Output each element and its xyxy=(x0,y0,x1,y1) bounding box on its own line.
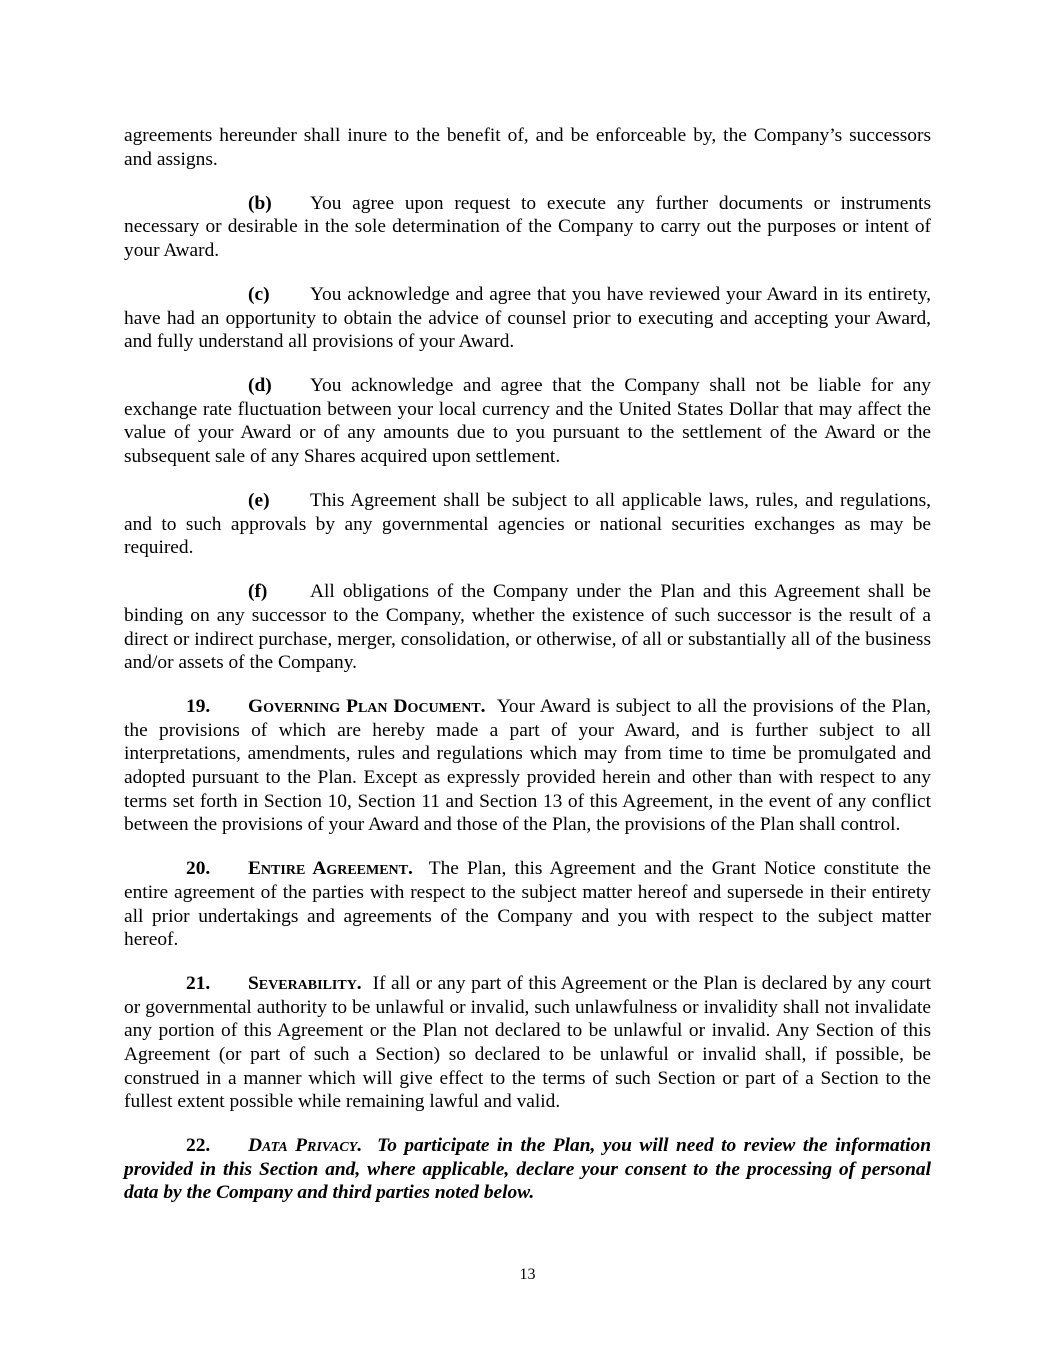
section-21-number: 21. xyxy=(186,973,211,995)
paragraph-d-text: You acknowledge and agree that the Company shall not be liable for any exchange rate fluctuation between your local currency and the United States Dollar that may affect the value of your Award or of any amounts due to you pursuant to the settlement of the Award or the subsequent sale of any Shares acquired upon settlement. xyxy=(124,375,931,468)
paragraph-c-text: You acknowledge and agree that you have reviewed your Award in its entirety, have had an opportunity to obtain the advice of counsel prior to executing and accepting your Award, and fully understand all provisions of your Award. xyxy=(124,283,931,353)
paragraph-intro xyxy=(124,124,931,171)
paragraph-e-text: This Agreement shall be subject to all applicable laws, rules, and regulations, and to such approvals by any governmental agencies or national securities exchanges as may be required. xyxy=(124,490,931,559)
paragraph-f-label: (f) xyxy=(248,581,268,603)
paragraph-b-label: (b) xyxy=(248,192,272,214)
section-19-text: Your Award is subject to all the provisions of the Plan, the provisions of which are hereby made a part of your Award, and is further subject to all interpretations, amendments, rules and regulations which may from time to time be promulgated and adopted pursuant to the Plan. Except as expressly provided herein and other than with respect to any terms set forth in Section 10, Section 11 and Section 13 of this Agreement, in the event of any conflict between the provisions of your Award and those of the Plan, the provisions of the Plan shall control. xyxy=(124,696,931,836)
document-page xyxy=(124,124,931,1226)
paragraph-b-text: You agree upon request to execute any further documents or instruments necessary or desirable in the sole determination of the Company to carry out the purposes or intent of your Award. xyxy=(124,192,931,261)
paragraph-d-label: (d) xyxy=(248,375,272,397)
paragraph-e-label: (e) xyxy=(248,490,270,512)
section-21 xyxy=(124,972,931,1114)
page-number: 13 xyxy=(519,1266,536,1283)
section-21-text: If all or any part of this Agreement or the Plan is declared by any court or governmental authority to be unlawful or invalid, such unlawfulness or invalidity shall not invalidate any portion of this Agreement or the Plan not declared to be unlawful or invalid. Any Section of this Agreement (or part of such a Section) so declared to be unlawful or invalid shall, if possible, be construed in a manner which will give effect to the terms of such Section or part of a Section to the fullest extent possible while remaining lawful and valid. xyxy=(124,973,931,1113)
section-22-heading: Data Privacy. xyxy=(248,1135,363,1157)
paragraph-e xyxy=(124,489,931,560)
section-19 xyxy=(124,695,931,837)
paragraph-f-text: All obligations of the Company under the Plan and this Agreement shall be binding on any successor to the Company, whether the existence of such successor is the result of a direct or indirect purchase, merger, consolidation, or otherwise, of all or substantially all of the business and/or assets of the Company. xyxy=(124,581,931,674)
section-21-heading: Severability. xyxy=(248,973,362,995)
section-22 xyxy=(124,1134,931,1205)
section-20-text: The Plan, this Agreement and the Grant Notice constitute the entire agreement of the parties with respect to the subject matter hereof and supersede in their entirety all prior undertakings and agreements of the Company and you with respect to the subject matter hereof. xyxy=(124,858,931,951)
section-20 xyxy=(124,857,931,951)
paragraph-c xyxy=(124,283,931,354)
section-19-number: 19. xyxy=(186,696,211,718)
section-19-heading: Governing Plan Document. xyxy=(248,696,486,718)
paragraph-f xyxy=(124,580,931,674)
paragraph-b xyxy=(124,192,931,263)
paragraph-c-label: (c) xyxy=(248,283,270,305)
section-20-heading: Entire Agreement. xyxy=(248,858,413,880)
paragraph-d xyxy=(124,374,931,468)
section-20-number: 20. xyxy=(186,858,211,880)
section-22-number: 22. xyxy=(186,1135,211,1157)
section-22-text: To participate in the Plan, you will need to review the information provided in this Section and, where applicable, declare your consent to the processing of personal data by the Company and third parties noted below. xyxy=(124,1135,931,1204)
paragraph-intro-text: agreements hereunder shall inure to the benefit of, and be enforceable by, the Company’s successors and assigns. xyxy=(124,125,931,170)
